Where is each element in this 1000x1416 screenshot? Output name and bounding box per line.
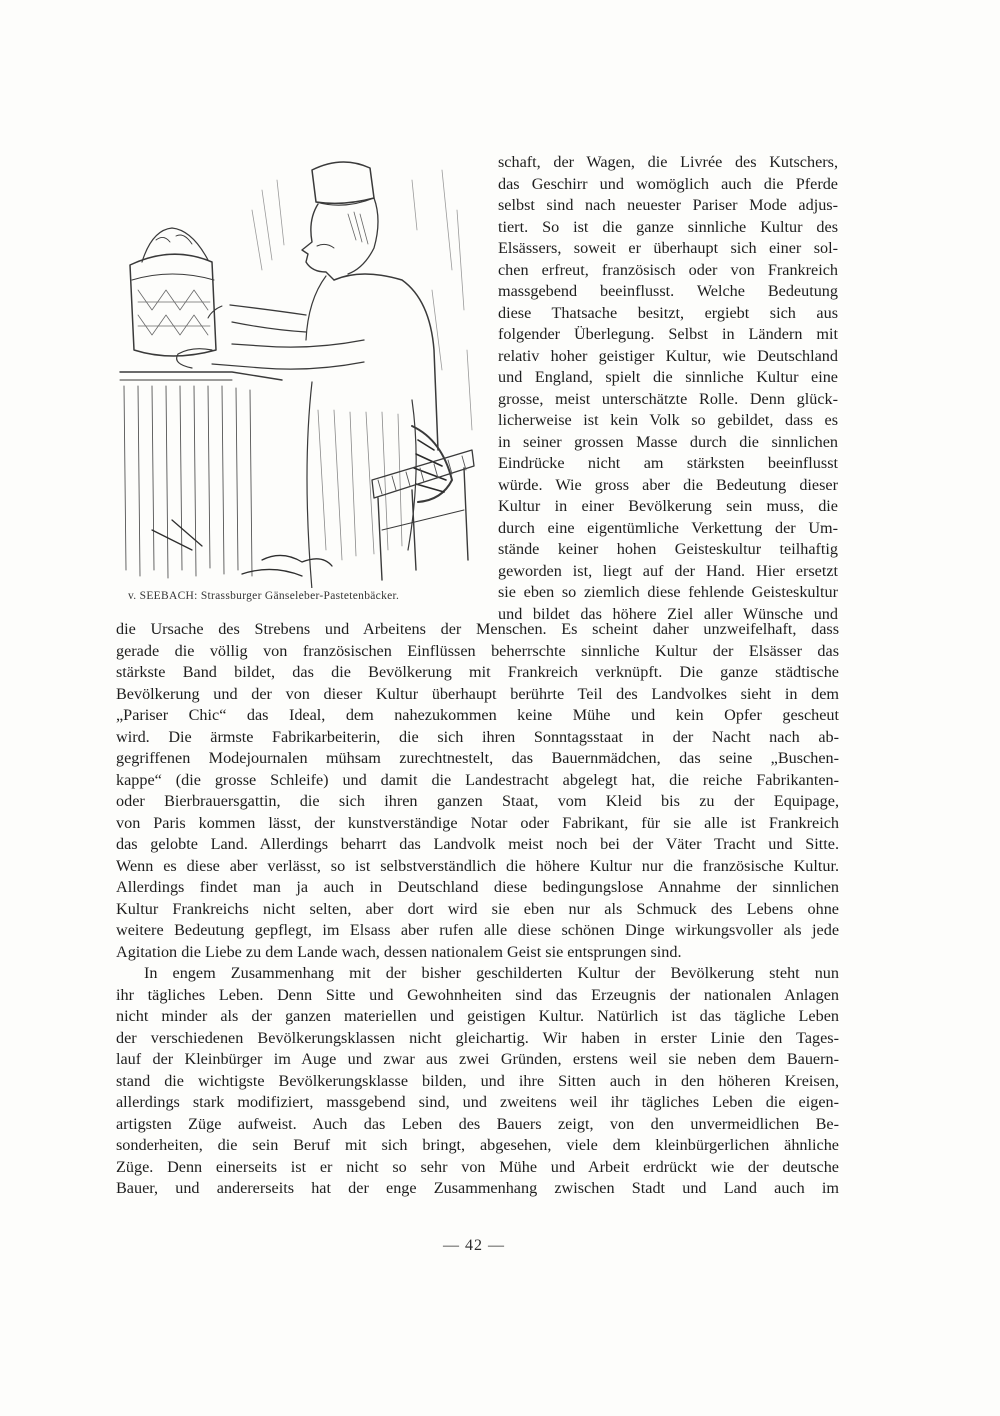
- body-text: [116, 619, 839, 1200]
- text-line: allerdings stark modifiziert, massgebend sind, und zweitens weil ihr tägliches Leben die eigen-: [116, 1093, 839, 1111]
- text-line: selbst sind nach neuester Pariser Mode adjus-: [498, 196, 838, 214]
- text-line: wird. Die ärmste Fabrikarbeiterin, die sich ihren Sonntagsstaat in der Nacht nach ab-: [116, 727, 839, 746]
- text-line: Züge. Denn einerseits ist er nicht so sehr von Mühe und Arbeit erdrückt wie der deutsche: [116, 1157, 839, 1176]
- text-line: „Pariser Chic“ das Ideal, dem nahezukommen keine Mühe und kein Opfer gescheut: [116, 706, 839, 724]
- text-line: tiert. So ist die ganze sinnliche Kultur des: [498, 217, 838, 236]
- text-line: Bevölkerung und der von dieser Kultur überhaupt berührte Teil des Landvolkes sieht in dem: [116, 684, 839, 703]
- text-line: und England, spielt die sinnliche Kultur eine: [498, 368, 838, 386]
- text-line: ihr tägliches Leben. Denn Sitte und Gewohnheiten sind das Erzeugnis der nationalen Anlagen: [116, 985, 839, 1004]
- text-line: nicht minder als der ganzen materiellen und geistigen Kultur. Natürlich ist das tägliche Leben: [116, 1007, 839, 1025]
- text-line: das Geschirr und womöglich auch die Pferde: [498, 174, 838, 193]
- text-line: stände keiner hohen Geisteskultur teilhaftig: [498, 540, 838, 558]
- text-line: lauf der Kleinbürger im Auge und zwar aus zwei Gründen, erstens weil sie neben dem Bauern-: [116, 1050, 839, 1068]
- text-line: massgebend beeinflusst. Welche Bedeutung: [498, 282, 838, 300]
- illustration: [112, 150, 482, 588]
- figure-caption: v. SEEBACH: Strassburger Gänseleber-Pastetenbäcker.: [128, 590, 400, 602]
- text-line: artigsten Züge aufweist. Auch das Leben des Bauers zeigt, von den unvermeidlichen Be-: [116, 1114, 839, 1133]
- text-line: die Ursache des Strebens und Arbeitens der Menschen. Es scheint daher unzweifelhaft, dass: [116, 620, 839, 638]
- text-line: folgender Überlegung. Selbst in Ländern mit: [498, 325, 838, 343]
- text-line: Wenn es diese aber verlässt, so ist selbstverständlich die höhere Kultur nur die französische Kultur.: [116, 856, 839, 875]
- text-line: licherweise ist kein Volk so gebildet, dass es: [498, 411, 838, 429]
- text-line: Kultur in einer Bevölkerung sein muss, die: [498, 497, 838, 515]
- text-line: schaft, der Wagen, die Livrée des Kutschers,: [498, 153, 838, 171]
- page-number: — 42 —: [443, 1237, 505, 1254]
- text-line: Eindrücke nicht am stärksten beeinflusst: [498, 454, 838, 472]
- text-line: Allerdings findet man ja auch in Deutschland diese bedingungslose Annahme der sinnlichen: [116, 878, 839, 896]
- text-line: sie eben so ziemlich diese fehlende Geisteskultur: [498, 583, 838, 601]
- text-line: sonderheiten, die sein Beruf mit sich bringt, abgesehen, viele dem kleinbürgerlichen ähnliche: [116, 1136, 839, 1154]
- text-line: in seiner grossen Masse durch die sinnlichen: [498, 432, 838, 451]
- text-line: Elsässers, soweit er überhaupt sich einer sol-: [498, 239, 838, 257]
- text-line: Kultur Frankreichs nicht selten, aber dort wird sie eben nur als Schmuck des Lebens ohne: [116, 899, 839, 918]
- text-line: durch eine eigentümliche Verkettung der Um-: [498, 518, 838, 537]
- text-line: das gelobte Land. Allerdings beharrt das Landvolk meist noch bei der Väter Tracht und Sitte.: [116, 835, 839, 853]
- text-line: diese Thatsache besitzt, ergiebt sich aus: [498, 303, 838, 322]
- text-line: gegriffenen Modejournalen mühsam zurechtnestelt, das Bauernmädchen, das seine „Buschen-: [116, 749, 839, 767]
- text-line: chen erfreut, französisch oder von Frankreich: [498, 260, 838, 279]
- column-text: [498, 152, 838, 625]
- text-line: relativ hoher geistiger Kultur, wie Deutschland: [498, 346, 838, 365]
- text-line: von Paris kommen lässt, der kunstverständige Notar oder Fabrikant, für sie alle ist Frankreich: [116, 813, 839, 832]
- text-line: kappe“ (die grosse Schleife) und damit die Landestracht abgelegt hat, die reiche Fabrikanten-: [116, 770, 839, 789]
- text-line: gerade die völlig von französischen Einflüssen beherrschte sinnliche Kultur der Elsässer das: [116, 641, 839, 660]
- text-line: und bildet das höhere Ziel aller Wünsche und: [498, 604, 838, 623]
- text-line: In engem Zusammenhang mit der bisher geschilderten Kultur der Bevölkerung steht nun: [144, 964, 839, 982]
- text-line: weitere Bedeutung gepflegt, im Elsass aber rufen alle diese schönen Dinge wirkungsvoller als jede: [116, 921, 839, 939]
- text-line: würde. Wie gross aber die Bedeutung dieser: [498, 475, 838, 494]
- text-line: stand die wichtigste Bevölkerungsklasse bilden, und ihre Sitten auch in den höheren Kreisen,: [116, 1071, 839, 1090]
- engraving-pastry-baker-illustration: [112, 150, 482, 588]
- text-line: Agitation die Liebe zu dem Lande wach, dessen nationalem Geist sie entsprungen sind.: [116, 942, 682, 961]
- text-line: der verschiedenen Bevölkerungsklassen nicht gleichartig. Wir haben in erster Linie den Tages-: [116, 1028, 839, 1047]
- text-line: grosse, meist unterschätzte Rolle. Denn glück-: [498, 389, 838, 408]
- text-line: Bauer, und andererseits hat der enge Zusammenhang zwischen Stadt und Land auch im: [116, 1179, 839, 1197]
- text-line: oder Bierbrauersgattin, die sich ihren ganzen Staat, vom Kleid bis zu der Equipage,: [116, 792, 839, 810]
- text-line: stärkste Band bildet, das die Bevölkerung mit Frankreich verknüpft. Die ganze städtische: [116, 663, 839, 681]
- text-line: geworden ist, liegt auf der Hand. Hier ersetzt: [498, 561, 838, 580]
